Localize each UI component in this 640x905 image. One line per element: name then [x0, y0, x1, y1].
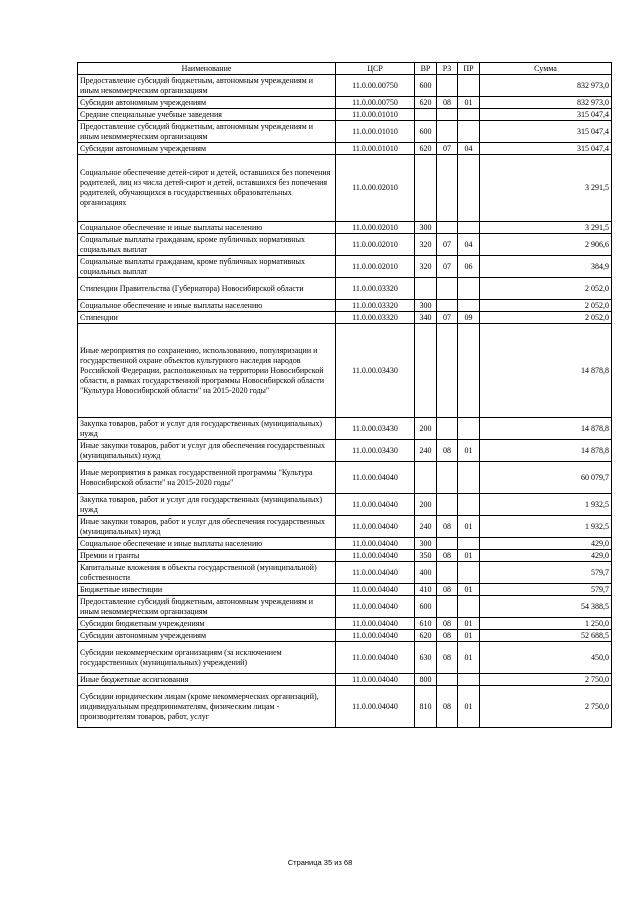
cell-rz	[437, 222, 458, 234]
cell-rz	[437, 109, 458, 121]
cell-sum: 579,7	[480, 562, 612, 584]
cell-pr	[458, 494, 480, 516]
cell-name: Стипендии	[78, 312, 336, 324]
cell-vr: 400	[415, 562, 437, 584]
table-row	[78, 618, 612, 630]
cell-sum: 384,9	[480, 256, 612, 278]
cell-csr: 11.0.00.04040	[336, 562, 415, 584]
table-row	[78, 109, 612, 121]
cell-rz	[437, 75, 458, 97]
cell-rz: 08	[437, 97, 458, 109]
cell-rz	[437, 324, 458, 418]
cell-rz	[437, 278, 458, 300]
cell-csr: 11.0.00.02010	[336, 234, 415, 256]
cell-vr: 620	[415, 97, 437, 109]
cell-name: Субсидии автономным учреждениям	[78, 97, 336, 109]
cell-pr	[458, 75, 480, 97]
header-rz: РЗ	[437, 63, 458, 75]
cell-csr: 11.0.00.04040	[336, 516, 415, 538]
cell-csr: 11.0.00.04040	[336, 550, 415, 562]
cell-vr	[415, 278, 437, 300]
cell-csr: 11.0.00.03320	[336, 312, 415, 324]
cell-name: Предоставление субсидий бюджетным, автономным учреждениям и иным некоммерческим организациям	[78, 121, 336, 143]
header-vr: ВР	[415, 63, 437, 75]
cell-pr	[458, 418, 480, 440]
cell-sum: 429,0	[480, 538, 612, 550]
cell-sum: 14 878,8	[480, 440, 612, 462]
cell-csr: 11.0.00.03320	[336, 278, 415, 300]
cell-pr	[458, 562, 480, 584]
table-row	[78, 584, 612, 596]
cell-rz: 08	[437, 550, 458, 562]
table-row	[78, 550, 612, 562]
cell-name: Иные бюджетные ассигнования	[78, 674, 336, 686]
cell-rz	[437, 462, 458, 494]
cell-name: Капитальные вложения в объекты государственной (муниципальной) собственности	[78, 562, 336, 584]
cell-csr: 11.0.00.01010	[336, 121, 415, 143]
cell-vr: 200	[415, 418, 437, 440]
header-pr: ПР	[458, 63, 480, 75]
table-row	[78, 324, 612, 418]
table-row	[78, 121, 612, 143]
cell-sum: 14 878,8	[480, 324, 612, 418]
cell-sum: 2 052,0	[480, 300, 612, 312]
cell-sum: 1 932,5	[480, 494, 612, 516]
cell-pr: 01	[458, 550, 480, 562]
cell-name: Социальные выплаты гражданам, кроме публичных нормативных социальных выплат	[78, 256, 336, 278]
cell-sum: 54 388,5	[480, 596, 612, 618]
cell-sum: 1 250,0	[480, 618, 612, 630]
cell-sum: 2 750,0	[480, 686, 612, 728]
header-name: Наименование	[78, 63, 336, 75]
cell-rz	[437, 538, 458, 550]
cell-name: Субсидии бюджетным учреждениям	[78, 618, 336, 630]
cell-pr	[458, 462, 480, 494]
cell-sum: 2 052,0	[480, 312, 612, 324]
cell-csr: 11.0.00.04040	[336, 630, 415, 642]
cell-name: Иные закупки товаров, работ и услуг для обеспечения государственных (муниципальных) нужд	[78, 440, 336, 462]
table-row	[78, 462, 612, 494]
cell-csr: 11.0.00.03430	[336, 440, 415, 462]
cell-sum: 52 688,5	[480, 630, 612, 642]
cell-vr: 810	[415, 686, 437, 728]
cell-vr: 350	[415, 550, 437, 562]
cell-sum: 579,7	[480, 584, 612, 596]
table-row	[78, 155, 612, 222]
cell-vr	[415, 462, 437, 494]
cell-pr: 01	[458, 516, 480, 538]
cell-sum: 832 973,0	[480, 75, 612, 97]
cell-pr: 09	[458, 312, 480, 324]
table-row	[78, 300, 612, 312]
cell-csr: 11.0.00.00750	[336, 75, 415, 97]
cell-pr	[458, 155, 480, 222]
cell-sum: 2 906,6	[480, 234, 612, 256]
cell-rz: 08	[437, 618, 458, 630]
cell-rz: 08	[437, 686, 458, 728]
cell-csr: 11.0.00.01010	[336, 109, 415, 121]
cell-csr: 11.0.00.04040	[336, 686, 415, 728]
cell-csr: 11.0.00.02010	[336, 222, 415, 234]
cell-name: Предоставление субсидий бюджетным, автономным учреждениям и иным некоммерческим организациям	[78, 75, 336, 97]
cell-name: Социальное обеспечение и иные выплаты населению	[78, 300, 336, 312]
cell-csr: 11.0.00.04040	[336, 462, 415, 494]
cell-csr: 11.0.00.04040	[336, 538, 415, 550]
cell-vr	[415, 109, 437, 121]
cell-csr: 11.0.00.02010	[336, 155, 415, 222]
cell-rz	[437, 562, 458, 584]
cell-pr	[458, 324, 480, 418]
cell-rz: 07	[437, 143, 458, 155]
table-row	[78, 312, 612, 324]
cell-rz: 08	[437, 642, 458, 674]
cell-rz	[437, 418, 458, 440]
table-row	[78, 596, 612, 618]
table-row	[78, 562, 612, 584]
cell-csr: 11.0.00.04040	[336, 674, 415, 686]
table-row	[78, 630, 612, 642]
cell-rz: 08	[437, 440, 458, 462]
cell-pr: 01	[458, 584, 480, 596]
cell-pr	[458, 222, 480, 234]
table-row	[78, 440, 612, 462]
cell-sum: 315 047,4	[480, 121, 612, 143]
cell-name: Иные мероприятия в рамках государственной программы "Культура Новосибирской области" на 2015-2020 годы"	[78, 462, 336, 494]
cell-pr: 04	[458, 234, 480, 256]
cell-name: Социальное обеспечение детей-сирот и детей, оставшихся без попечения родителей, лиц из числа детей-сирот и детей, оставшихся без попечения родителей, обучающихся в государственных образовательных организациях	[78, 155, 336, 222]
cell-sum: 2 750,0	[480, 674, 612, 686]
table-row	[78, 674, 612, 686]
cell-vr: 410	[415, 584, 437, 596]
cell-pr: 01	[458, 618, 480, 630]
cell-csr: 11.0.00.04040	[336, 584, 415, 596]
cell-vr: 300	[415, 538, 437, 550]
cell-rz: 08	[437, 516, 458, 538]
cell-name: Закупка товаров, работ и услуг для государственных (муниципальных) нужд	[78, 494, 336, 516]
cell-rz	[437, 121, 458, 143]
table-row	[78, 278, 612, 300]
cell-vr: 610	[415, 618, 437, 630]
cell-rz	[437, 596, 458, 618]
table-header-row	[78, 63, 612, 75]
cell-name: Иные закупки товаров, работ и услуг для обеспечения государственных (муниципальных) нужд	[78, 516, 336, 538]
cell-rz: 07	[437, 234, 458, 256]
cell-rz	[437, 300, 458, 312]
cell-vr	[415, 324, 437, 418]
cell-vr: 240	[415, 516, 437, 538]
cell-pr: 01	[458, 686, 480, 728]
cell-vr: 600	[415, 121, 437, 143]
cell-pr: 01	[458, 642, 480, 674]
table-row	[78, 234, 612, 256]
cell-csr: 11.0.00.02010	[336, 256, 415, 278]
cell-vr: 240	[415, 440, 437, 462]
cell-name: Бюджетные инвестиции	[78, 584, 336, 596]
cell-sum: 832 973,0	[480, 97, 612, 109]
cell-csr: 11.0.00.03430	[336, 418, 415, 440]
cell-vr: 200	[415, 494, 437, 516]
cell-pr: 06	[458, 256, 480, 278]
cell-name: Премии и гранты	[78, 550, 336, 562]
table-row	[78, 418, 612, 440]
cell-pr	[458, 121, 480, 143]
cell-csr: 11.0.00.04040	[336, 494, 415, 516]
cell-sum: 3 291,5	[480, 155, 612, 222]
cell-pr	[458, 538, 480, 550]
table-row	[78, 97, 612, 109]
table-row	[78, 494, 612, 516]
table-row	[78, 686, 612, 728]
cell-vr: 630	[415, 642, 437, 674]
cell-sum: 315 047,4	[480, 143, 612, 155]
cell-name: Субсидии юридическим лицам (кроме некоммерческих организаций), индивидуальным предпринимателям, физическим лицам - производителям товаров, работ, услуг	[78, 686, 336, 728]
cell-csr: 11.0.00.03430	[336, 324, 415, 418]
table-row	[78, 75, 612, 97]
table-row	[78, 256, 612, 278]
cell-csr: 11.0.00.04040	[336, 642, 415, 674]
cell-name: Стипендии Правительства (Губернатора) Новосибирской области	[78, 278, 336, 300]
cell-csr: 11.0.00.01010	[336, 143, 415, 155]
cell-csr: 11.0.00.04040	[336, 618, 415, 630]
cell-vr: 300	[415, 300, 437, 312]
cell-csr: 11.0.00.03320	[336, 300, 415, 312]
cell-vr: 320	[415, 256, 437, 278]
cell-pr: 01	[458, 440, 480, 462]
cell-name: Социальное обеспечение и иные выплаты населению	[78, 538, 336, 550]
cell-sum: 429,0	[480, 550, 612, 562]
table-row	[78, 516, 612, 538]
cell-name: Иные мероприятия по сохранению, использованию, популяризации и государственной охране объектов культурного наследия народов Российской Федерации, расположенных на территории Новосибирской области, в рамках государственной программы Новосибирской области "Культура Новосибирской области" на 2015-2020 годы"	[78, 324, 336, 418]
cell-rz: 08	[437, 584, 458, 596]
cell-sum: 1 932,5	[480, 516, 612, 538]
table-row	[78, 143, 612, 155]
budget-table	[77, 62, 612, 728]
cell-sum: 14 878,8	[480, 418, 612, 440]
cell-rz	[437, 494, 458, 516]
cell-vr: 600	[415, 75, 437, 97]
cell-rz	[437, 155, 458, 222]
cell-name: Субсидии автономным учреждениям	[78, 630, 336, 642]
cell-pr	[458, 596, 480, 618]
cell-vr: 320	[415, 234, 437, 256]
cell-name: Социальное обеспечение и иные выплаты населению	[78, 222, 336, 234]
cell-vr: 800	[415, 674, 437, 686]
cell-rz: 08	[437, 630, 458, 642]
cell-sum: 60 079,7	[480, 462, 612, 494]
cell-pr: 01	[458, 97, 480, 109]
cell-name: Субсидии автономным учреждениям	[78, 143, 336, 155]
cell-name: Закупка товаров, работ и услуг для государственных (муниципальных) нужд	[78, 418, 336, 440]
cell-sum: 450,0	[480, 642, 612, 674]
cell-pr	[458, 300, 480, 312]
cell-csr: 11.0.00.04040	[336, 596, 415, 618]
cell-rz: 07	[437, 256, 458, 278]
cell-sum: 315 047,4	[480, 109, 612, 121]
cell-vr: 620	[415, 143, 437, 155]
cell-vr: 600	[415, 596, 437, 618]
cell-name: Предоставление субсидий бюджетным, автономным учреждениям и иным некоммерческим организациям	[78, 596, 336, 618]
cell-pr: 01	[458, 630, 480, 642]
cell-rz	[437, 674, 458, 686]
cell-name: Социальные выплаты гражданам, кроме публичных нормативных социальных выплат	[78, 234, 336, 256]
cell-vr: 620	[415, 630, 437, 642]
cell-name: Субсидии некоммерческим организациям (за исключением государственных (муниципальных) учреждений)	[78, 642, 336, 674]
cell-pr	[458, 278, 480, 300]
cell-name: Средние специальные учебные заведения	[78, 109, 336, 121]
cell-vr: 340	[415, 312, 437, 324]
cell-pr	[458, 674, 480, 686]
table-row	[78, 642, 612, 674]
cell-sum: 2 052,0	[480, 278, 612, 300]
page-number: Страница 35 из 68	[287, 858, 353, 867]
cell-sum: 3 291,5	[480, 222, 612, 234]
cell-vr: 300	[415, 222, 437, 234]
header-sum: Сумма	[480, 63, 612, 75]
cell-csr: 11.0.00.00750	[336, 97, 415, 109]
cell-pr: 04	[458, 143, 480, 155]
cell-rz: 07	[437, 312, 458, 324]
cell-vr	[415, 155, 437, 222]
table-row	[78, 538, 612, 550]
table-row	[78, 222, 612, 234]
cell-pr	[458, 109, 480, 121]
header-csr: ЦСР	[336, 63, 415, 75]
table-body	[78, 75, 612, 728]
